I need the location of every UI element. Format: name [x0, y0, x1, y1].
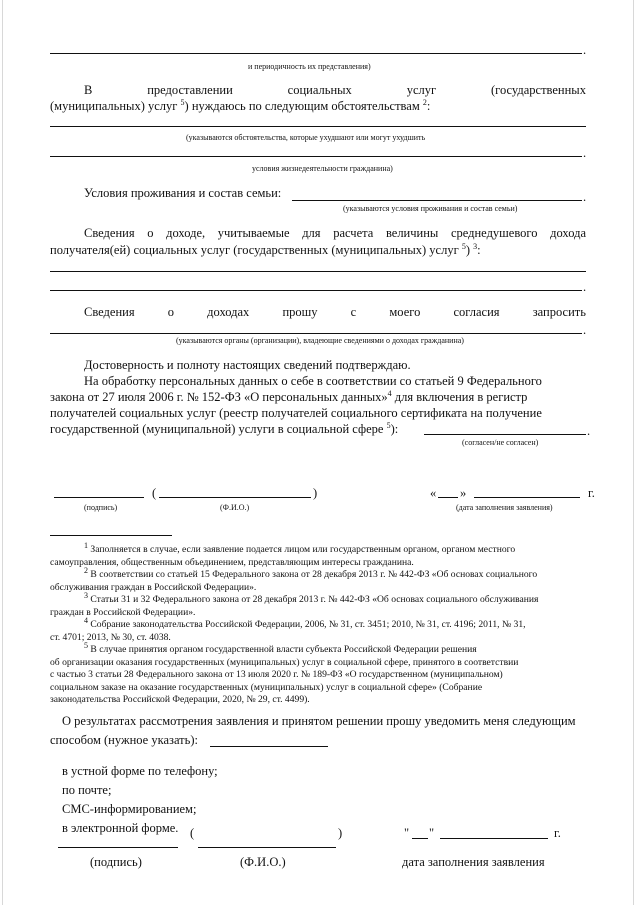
line-end-dot: . — [583, 323, 587, 337]
day-line[interactable] — [438, 497, 458, 498]
name-line[interactable] — [159, 497, 311, 498]
line-end-dot: . — [583, 43, 587, 57]
footnote — [50, 590, 590, 619]
quote-open-2: " — [404, 826, 410, 840]
signature-caption-2: (подпись) — [90, 855, 142, 869]
income-line-b[interactable] — [50, 290, 582, 291]
need-line-2: (муниципальных) услуг $^5$) нуждаюсь по следующим обстоятельствам $^2$: — [50, 97, 431, 113]
open-paren: ( — [152, 486, 157, 500]
footnote-text: социальном заказе на оказание государственных (муниципальных) услуг в социальной сфере» (Собрание — [50, 681, 483, 693]
notify-option: по почте; — [62, 783, 112, 797]
signature-line[interactable] — [54, 497, 144, 498]
periodicity-caption: и периодичность их представления) — [248, 62, 371, 71]
year-suffix: г. — [588, 486, 595, 500]
footnote-text: Статьи 31 и 32 Федерального закона от 28 декабря 2013 г. № 442-ФЗ «Об основах социального обслуживания — [90, 594, 539, 605]
footnotes — [50, 540, 590, 707]
footnote-text: с частью 3 статьи 28 Федерального закона от 13 июля 2020 г. № 189-ФЗ «О государственном (муниципальном) — [50, 669, 503, 680]
close-paren: ) — [313, 486, 318, 500]
need-line-1 — [84, 83, 586, 98]
footnote — [50, 615, 590, 644]
quote-open: « — [430, 486, 437, 500]
need-word: предоставлении — [147, 83, 233, 97]
circumstances-line-1[interactable] — [50, 126, 586, 127]
footnote-mark: 5 — [84, 640, 88, 650]
living-label: Условия проживания и состав семьи: — [84, 186, 282, 200]
footnote-text: граждан в Российской Федерации». — [50, 606, 196, 618]
circumstances-line-2[interactable] — [50, 156, 582, 157]
quote-close: » — [460, 486, 467, 500]
notify-line-2: способом (нужное указать): — [50, 733, 198, 747]
need-word: социальных — [287, 83, 352, 97]
agree-input-line[interactable] — [424, 434, 586, 435]
scan-edge-right — [633, 0, 634, 905]
consent-line-1: На обработку персональных данных о себе в соответствии со статьей 9 Федерального — [84, 374, 542, 388]
date-caption: (дата заполнения заявления) — [456, 503, 553, 512]
notify-option: СМС-информированием; — [62, 802, 197, 816]
line-end-dot: . — [583, 280, 587, 294]
income-line-2: получателя(ей) социальных услуг (государственных (муниципальных) услуг $^5$) $^3$: — [50, 241, 481, 257]
footnote-text: ст. 4701; 2013, № 30, ст. 4038. — [50, 631, 171, 643]
footnote-text: Заполняется в случае, если заявление подается лицом или государственным органом, органом местного — [90, 544, 516, 555]
footnote-text: Собрание законодательства Российской Федерации, 2006, № 31, ст. 3451; 2010, № 31, ст. 4196; 2011, № 31, — [90, 619, 526, 630]
notify-option: в устной форме по телефону; — [62, 764, 218, 778]
name-caption: (Ф.И.О.) — [220, 503, 250, 512]
income-line-1: Сведения о доходе, учитываемые для расчета величины среднедушевого дохода — [84, 226, 586, 240]
notify-line-1: О результатах рассмотрения заявления и принятом решении прошу уведомить меня следующим — [62, 714, 576, 728]
footnote — [50, 540, 590, 569]
footnote-text: об организации оказания государственных (муниципальных) услуг в социальной сфере, принятого в соответствии — [50, 656, 519, 668]
request-caption: (указываются органы (организации), владеющие сведениями о доходах гражданина) — [176, 336, 464, 345]
living-caption: (указываются условия проживания и состав семьи) — [343, 204, 518, 213]
line-end-dot: . — [583, 190, 587, 204]
footnote-text: законодательства Российской Федерации, 2020, № 29, ст. 4499). — [50, 694, 310, 705]
footnote-text: самоуправления, общественным объединением, представляющим интересы гражданина. — [50, 556, 414, 568]
confirm-line: Достоверность и полноту настоящих сведений подтверждаю. — [84, 358, 411, 372]
need-word: (государственных — [491, 83, 586, 97]
name-caption-2: (Ф.И.О.) — [240, 855, 286, 869]
notify-option: в электронной форме. — [62, 821, 179, 835]
footnote-mark: 3 — [84, 590, 88, 600]
day-line-2[interactable] — [412, 838, 428, 839]
request-input-line[interactable] — [50, 333, 582, 334]
name-line-2[interactable] — [198, 847, 336, 848]
need-word: услуг — [406, 83, 437, 97]
income-line-a[interactable] — [50, 271, 586, 272]
month-line[interactable] — [474, 497, 580, 498]
request-line: Сведения о доходах прошу с моего согласия запросить — [84, 305, 586, 319]
footnote-separator — [50, 535, 172, 536]
footnote-text: В случае принятия органом государственной власти субъекта Российской Федерации решения — [90, 644, 477, 655]
quote-close-2: " — [429, 826, 435, 840]
consent-line-2: закона от 27 июля 2006 г. № 152-ФЗ «О персональных данных»$^4$ для включения в регистр — [50, 388, 528, 404]
footnote — [50, 565, 590, 594]
footnote-mark: 1 — [84, 540, 88, 550]
footnote — [50, 640, 590, 707]
circumstances-caption-2: условия жизнедеятельности гражданина) — [252, 164, 393, 173]
month-line-2[interactable] — [440, 838, 548, 839]
living-input-line[interactable] — [292, 200, 582, 201]
footnote-text: В соответствии со статьей 15 Федерального закона от 28 декабря 2013 г. № 442-ФЗ «Об основах социального — [90, 569, 538, 580]
footnote-mark: 4 — [84, 615, 88, 625]
consent-line-4: государственной (муниципальной) услуги в социальной сфере $^5$): — [50, 420, 399, 436]
circumstances-caption-1: (указываются обстоятельства, которые ухудшают или могут ухудшить — [186, 133, 426, 142]
agree-caption: (согласен/не согласен) — [462, 438, 539, 447]
notify-method-line[interactable] — [210, 746, 328, 747]
signature-line-2[interactable] — [58, 847, 178, 848]
periodicity-line[interactable] — [50, 53, 582, 54]
consent-line-3: получателей социальных услуг (реестр получателей социального сертификата на получение — [50, 406, 542, 420]
open-paren-2: ( — [190, 826, 195, 840]
scan-edge-left — [2, 0, 3, 905]
need-word: В — [84, 83, 93, 97]
signature-caption: (подпись) — [84, 503, 118, 512]
footnote-text: обслуживания граждан в Российской Федерации». — [50, 581, 257, 593]
year-suffix-2: г. — [554, 826, 561, 840]
date-caption-2: дата заполнения заявления — [402, 855, 545, 869]
footnote-mark: 2 — [84, 565, 88, 575]
line-end-dot: . — [587, 424, 591, 438]
close-paren-2: ) — [338, 826, 343, 840]
line-end-dot: . — [583, 146, 587, 160]
